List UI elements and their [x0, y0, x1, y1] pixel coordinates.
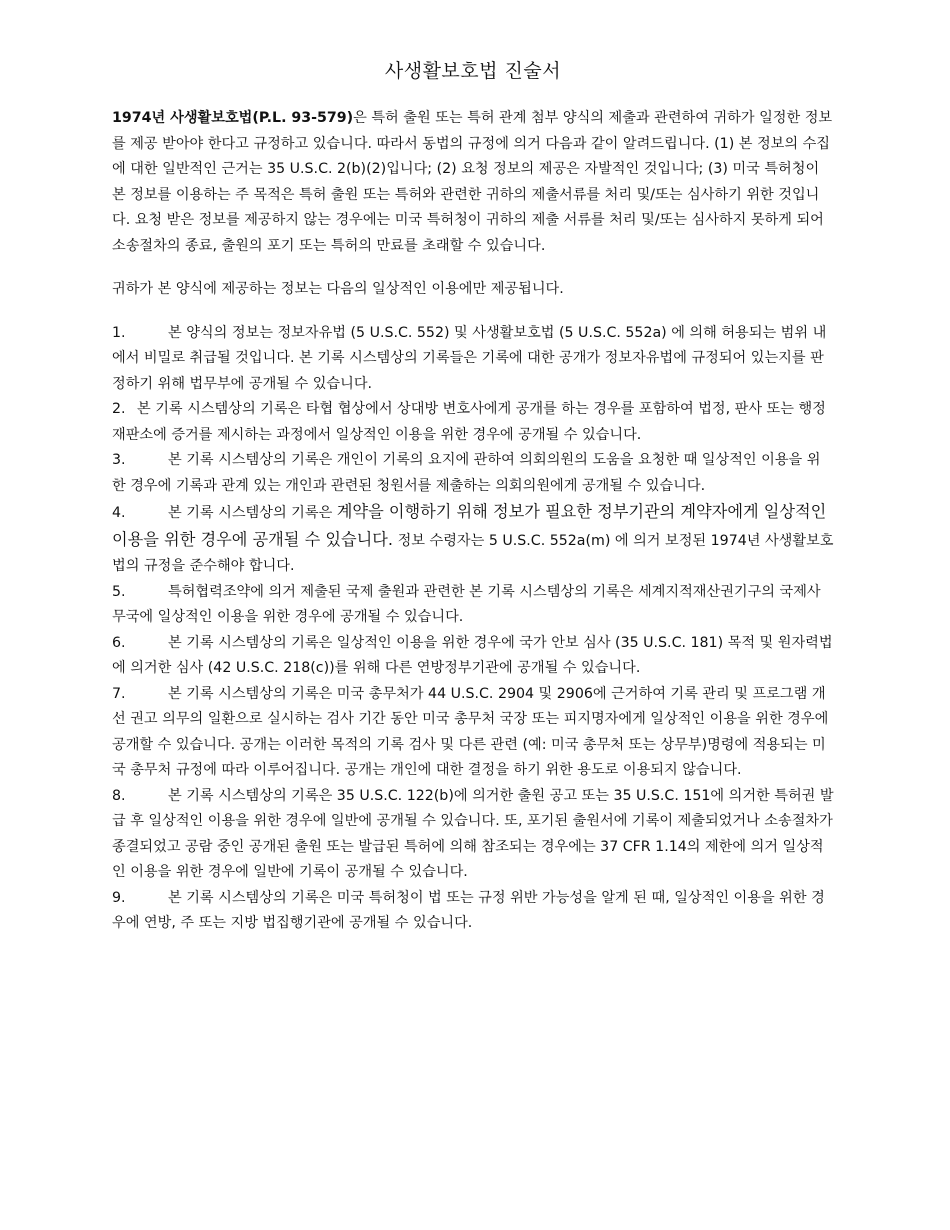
- item-text: 본 기록 시스템상의 기록은 35 U.S.C. 122(b)에 의거한 출원 공고 또는 35 U.S.C. 151에 의거한 특허권 발급 후 일상적인 이용을 위한 경우에 일반에 공개될 수 있습니다. 또, 포기된 출원서에 기록이 제출되었거나 소송절차가 종결되었고 공람 중인 공개된 출원 또는 발급된 특허에 의해 참조되는 경우에는 37 CFR 1.14의 제한에 의거 일상적인 이용을 위한 경우에 일반에 기록이 공개될 수 있습니다.: [112, 787, 834, 880]
- item-text-b: 정보 수령자는 5 U.S.C. 552a(m) 에 의거 보정된 1974년 사생활보호법의 규정을 준수해야 합니다.: [112, 532, 834, 574]
- item-text-a: 본 기록 시스템상의 기록은: [168, 505, 337, 521]
- page-title: 사생활보호법 진술서: [384, 60, 562, 82]
- usage-statement: 귀하가 본 양식에 제공하는 정보는 다음의 일상적인 이용에만 제공됩니다.: [112, 281, 564, 297]
- item-number: 7.: [112, 685, 126, 702]
- item-text: 본 기록 시스템상의 기록은 미국 특허청이 법 또는 규정 위반 가능성을 알게 된 때, 일상적인 이용을 위한 경우에 연방, 주 또는 지방 법집행기관에 공개될 수 있습니다.: [112, 889, 825, 931]
- item-number: 4.: [112, 505, 126, 521]
- item-text: 본 기록 시스템상의 기록은 타협 협상에서 상대방 변호사에게 공개를 하는 경우를 포함하여 법정, 판사 또는 행정재판소에 증거를 제시하는 과정에서 일상적인 이용을 위한 경우에 공개될 수 있습니다.: [112, 401, 826, 443]
- list-item: [112, 397, 834, 448]
- privacy-act-statement: [112, 56, 834, 937]
- item-text: 특허협력조약에 의거 제출된 국제 출원과 관련한 본 기록 시스템상의 기록은 세계지적재산권기구의 국제사무국에 일상적인 이용을 위한 경우에 공개될 수 있습니다.: [112, 583, 821, 625]
- item-text-emphasis: 계약을 이행하기 위해 정보가 필요한 정부기관의 계약자에게 일상적인 이용을 위한 경우에 공개될 수 있습니다.: [112, 502, 827, 549]
- intro-paragraph: [112, 106, 834, 259]
- item-text: 본 기록 시스템상의 기록은 일상적인 이용을 위한 경우에 국가 안보 심사 (35 U.S.C. 181) 목적 및 원자력법에 의거한 심사 (42 U.S.C. 218(c))를 위해 다른 연방정부기관에 공개될 수 있습니다.: [112, 634, 833, 676]
- list-item: [112, 682, 834, 784]
- intro-text: 은 특허 출원 또는 특허 관계 첨부 양식의 제출과 관련하여 귀하가 일정한 정보를 제공 받아야 한다고 규정하고 있습니다. 따라서 동법의 규정에 의거 다음과 같이 알려드립니다. (1) 본 정보의 수집에 대한 일반적인 근거는 35 U.S.C. 2(b)(2)입니다; (2) 요청 정보의 제공은 자발적인 것입니다; (3) 미국 특허청이 본 정보를 이용하는 주 목적은 특허 출원 또는 특허와 관련한 귀하의 제출서류를 처리 및/또는 심사하기 위한 것입니다. 요청 받은 정보를 제공하지 않는 경우에는 미국 특허청이 귀하의 제출 서류를 처리 및/또는 심사하지 못하게 되어 소송절차의 종료, 출원의 포기 또는 특허의 만료를 초래할 수 있습니다.: [112, 110, 833, 254]
- item-number: 3.: [112, 452, 126, 468]
- item-text: 본 기록 시스템상의 기록은 개인이 기록의 요지에 관하여 의회의원의 도움을 요청한 때 일상적인 이용을 위한 경우에 기록과 관계 있는 개인과 관련된 청원서를 제출하는 의회의원에게 공개될 수 있습니다.: [112, 452, 821, 494]
- list-item: [112, 631, 834, 682]
- routine-uses-list: [112, 321, 834, 937]
- intro-lead: 1974년 사생활보호법(P.L. 93-579): [112, 110, 354, 126]
- item-number: 6.: [112, 634, 126, 651]
- list-item: [112, 580, 834, 631]
- item-number: 2.: [112, 401, 126, 417]
- item-number: 9.: [112, 889, 126, 906]
- item-text: 본 양식의 정보는 정보자유법 (5 U.S.C. 552) 및 사생활보호법 (5 U.S.C. 552a) 에 의해 허용되는 범위 내에서 비밀로 취급될 것입니다. 본 기록 시스템상의 기록들은 기록에 대한 공개가 정보자유법에 규정되어 있는지를 판정하기 위해 법무부에 공개될 수 있습니다.: [112, 324, 827, 392]
- list-item: [112, 499, 834, 580]
- list-item: [112, 784, 834, 886]
- list-item: [112, 321, 834, 398]
- item-number: 5.: [112, 583, 126, 600]
- list-item: [112, 448, 834, 499]
- item-number: 1.: [112, 324, 126, 341]
- list-item: [112, 886, 834, 937]
- item-text: 본 기록 시스템상의 기록은 미국 총무처가 44 U.S.C. 2904 및 2906에 근거하여 기록 관리 및 프로그램 개선 권고 의무의 일환으로 실시하는 검사 기간 동안 미국 총무처 국장 또는 피지명자에게 일상적인 이용을 위한 경우에 공개할 수 있습니다. 공개는 이러한 목적의 기록 검사 및 다른 관련 (예: 미국 총무처 또는 상무부)명령에 적용되는 미국 총무처 규정에 따라 이루어집니다. 공개는 개인에 대한 결정을 하기 위한 용도로 이용되지 않습니다.: [112, 685, 829, 778]
- item-number: 8.: [112, 787, 126, 804]
